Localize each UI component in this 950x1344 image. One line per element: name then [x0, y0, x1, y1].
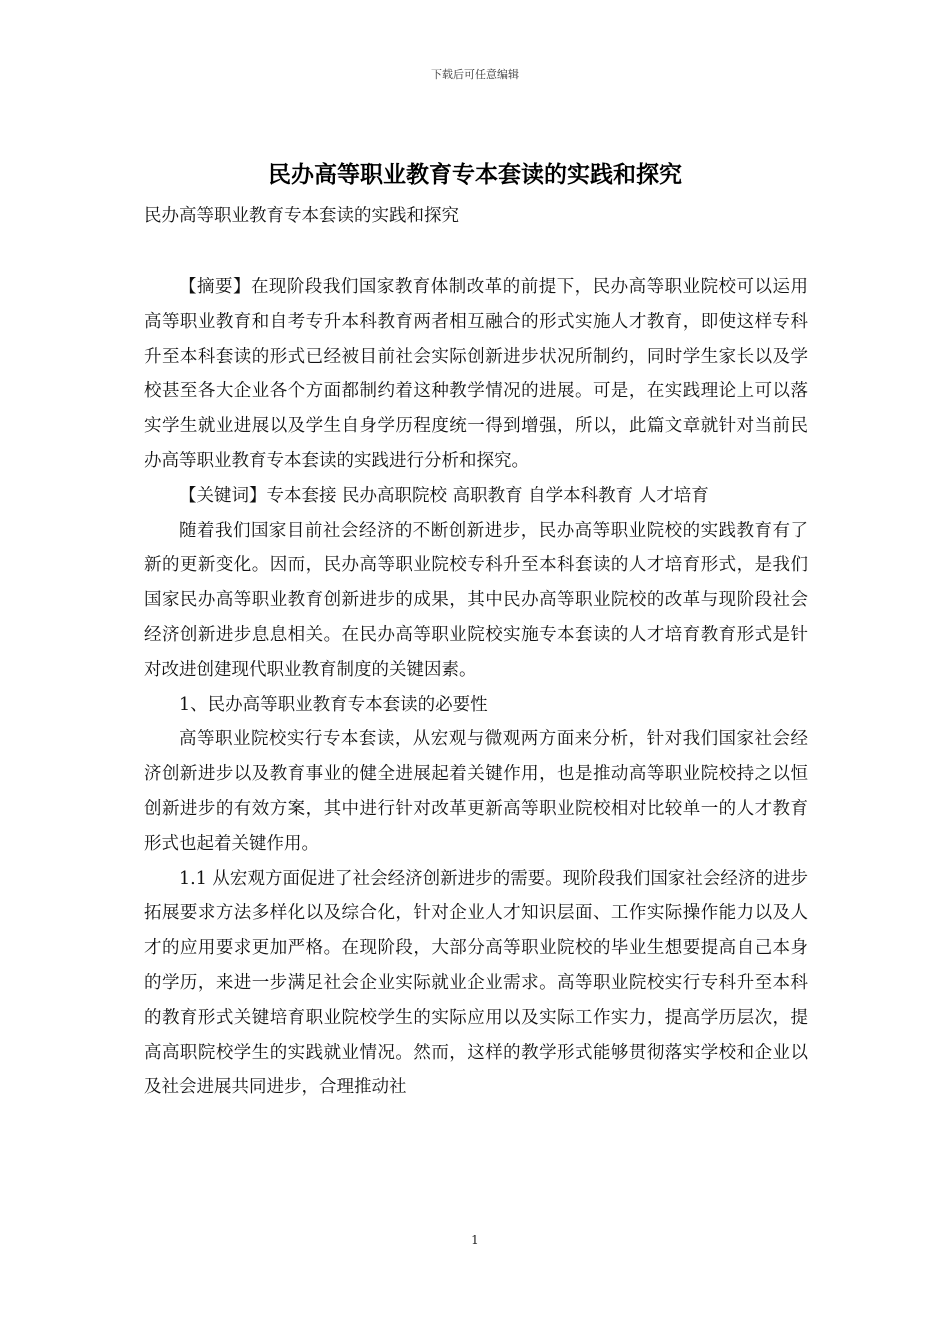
header-note: 下载后可任意编辑: [431, 68, 519, 81]
abstract-paragraph: 【摘要】在现阶段我们国家教育体制改革的前提下，民办高等职业院校可以运用高等职业教育和自考专升本科教育两者相互融合的形式实施人才教育，即使这样专科升至本科套读的形式已经被目前社会实际创新进步状况所制约，同时学生家长以及学校甚至各大企业各个方面都制约着这种教学情况的进展。可是，在实践理论上可以落实学生就业进展以及学生自身学历程度统一得到增强，所以，此篇文章就针对当前民办高等职业教育专本套读的实践进行分析和探究。: [144, 277, 808, 471]
section-heading-1: 1、民办高等职业教育专本套读的必要性: [179, 694, 488, 715]
page-number: 1: [471, 1233, 479, 1247]
subsection-1-1-paragraph: 1.1 从宏观方面促进了社会经济创新进步的需要。现阶段我们国家社会经济的进步拓展要求方法多样化以及综合化，针对企业人才知识层面、工作实际操作能力以及人才的应用要求更加严格。在现阶段，大部分高等职业院校的毕业生想要提高自己本身的学历，来进一步满足社会企业实际就业企业需求。高等职业院校实行专科升至本科的教育形式关键培育职业院校学生的实际应用以及实际工作实力，提高学历层次，提高高职院校学生的实践就业情况。然而，这样的教学形式能够贯彻落实学校和企业以及社会进展共同进步，合理推动社: [144, 868, 808, 1098]
keywords-paragraph: 【关键词】专本套接 民办高职院校 高职教育 自学本科教育 人才培育: [179, 485, 709, 506]
document-body: [144, 270, 808, 1105]
document-subtitle: 民办高等职业教育专本套读的实践和探究: [144, 206, 459, 226]
section-1-paragraph: 高等职业院校实行专本套读，从宏观与微观两方面来分析，针对我们国家社会经济创新进步以及教育事业的健全进展起着关键作用，也是推动高等职业院校持之以恒创新进步的有效方案，其中进行针对改革更新高等职业院校相对比较单一的人才教育形式也起着关键作用。: [144, 729, 808, 854]
intro-paragraph: 随着我们国家目前社会经济的不断创新进步，民办高等职业院校的实践教育有了新的更新变化。因而，民办高等职业院校专科升至本科套读的人才培育形式，是我们国家民办高等职业教育创新进步的成果，其中民办高等职业院校的改革与现阶段社会经济创新进步息息相关。在民办高等职业院校实施专本套读的人才培育教育形式是针对改进创建现代职业教育制度的关键因素。: [144, 520, 808, 680]
document-title: 民办高等职业教育专本套读的实践和探究: [268, 161, 682, 188]
